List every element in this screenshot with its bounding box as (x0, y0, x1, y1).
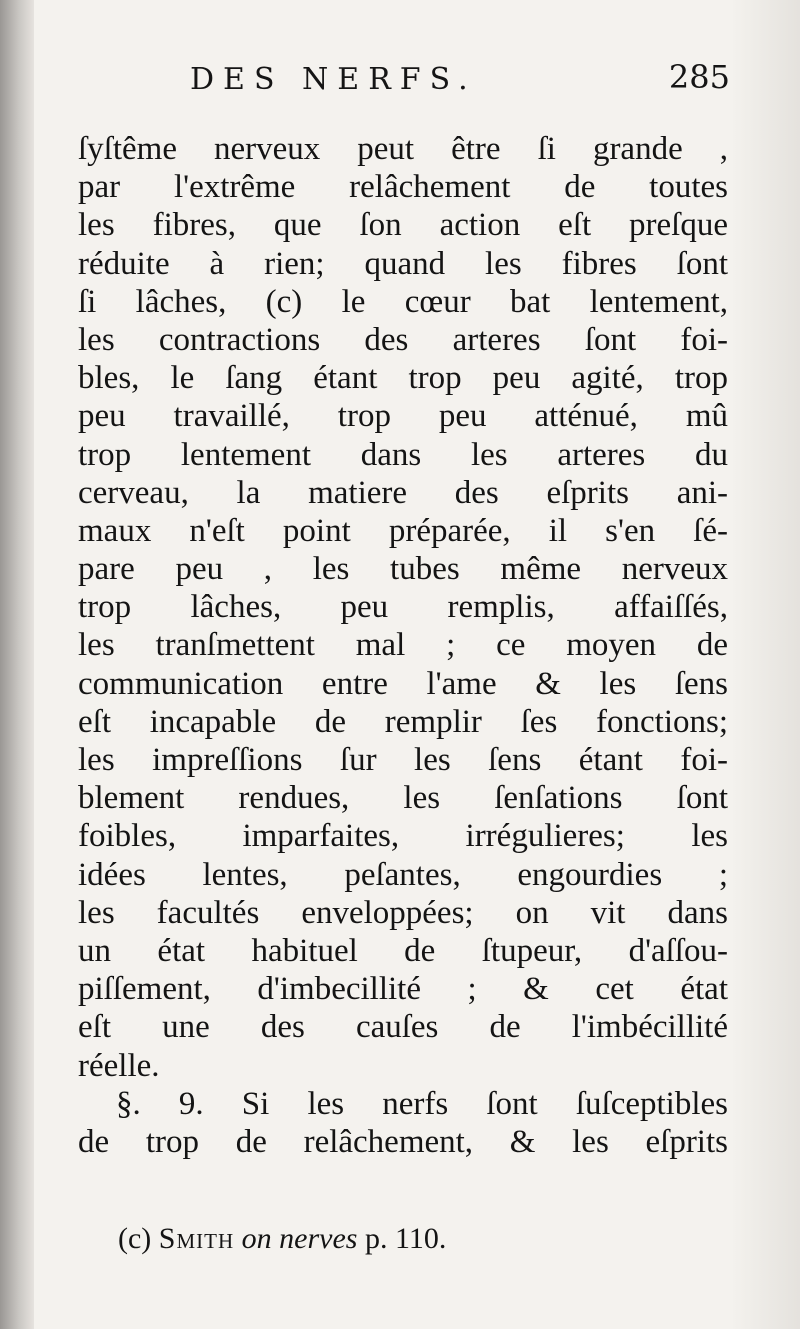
footnote (118, 1222, 446, 1256)
text-line: piſſement, d'imbecillité ; & cet état (78, 971, 728, 1008)
text-line: maux n'eſt point préparée, il s'en ſé- (78, 512, 728, 549)
text-line: de trop de relâchement, & les eſprits (78, 1123, 728, 1160)
text-line: trop lentement dans les arteres du (78, 436, 728, 473)
text-line: eſt incapable de remplir ſes fonctions; (78, 703, 728, 740)
text-line: les impreſſions ſur les ſens étant foi- (78, 742, 728, 778)
footnote-marker: (c) (118, 1222, 152, 1255)
page-number: 285 (668, 58, 730, 96)
text-line: cerveau, la matiere des eſprits ani- (78, 474, 728, 511)
text-line: eſt une des cauſes de l'imbécillité (78, 1009, 728, 1046)
binding-edge (0, 0, 34, 1329)
text-line: les facultés enveloppées; on vit dans (78, 894, 728, 931)
body-text (78, 130, 728, 1161)
footnote-title: on nerves (241, 1222, 358, 1255)
text-line: idées lentes, peſantes, engourdies ; (78, 856, 728, 893)
text-line: foibles, imparfaites, irrégulieres; les (78, 818, 728, 855)
margin-bleed (730, 0, 800, 1329)
running-head: DES NERFS. (190, 62, 477, 97)
text-line: ſi lâches, (c) le cœur bat lentement, (78, 283, 728, 320)
section-start-line: §. 9. Si les nerfs ſont ſuſceptibles (116, 1085, 728, 1122)
text-line: les tranſmettent mal ; ce moyen de (78, 627, 728, 664)
text-line: ſyſtême nerveux peut être ſi grande , (78, 131, 728, 167)
text-line: réelle. (78, 1047, 160, 1084)
text-line: par l'extrême relâchement de toutes (78, 169, 728, 206)
text-line: pare peu , les tubes même nerveux (78, 551, 728, 588)
text-line: trop lâches, peu remplis, affaiſſés, (78, 589, 728, 626)
text-line: communication entre l'ame & les ſens (78, 665, 728, 702)
text-line: les contractions des arteres ſont foi- (78, 321, 728, 358)
footnote-author: Smith (158, 1222, 235, 1255)
text-line: blement rendues, les ſenſations ſont (78, 780, 728, 817)
page-header (190, 58, 730, 108)
text-line: les fibres, que ſon action eſt preſque (78, 207, 728, 244)
footnote-page-ref: p. 110. (364, 1222, 447, 1255)
text-line: un état habituel de ſtupeur, d'aſſou- (78, 932, 728, 969)
text-line: peu travaillé, trop peu atténué, mû (78, 398, 728, 435)
text-line: bles, le ſang étant trop peu agité, trop (78, 360, 728, 397)
text-line: réduite à rien; quand les fibres ſont (78, 245, 728, 282)
